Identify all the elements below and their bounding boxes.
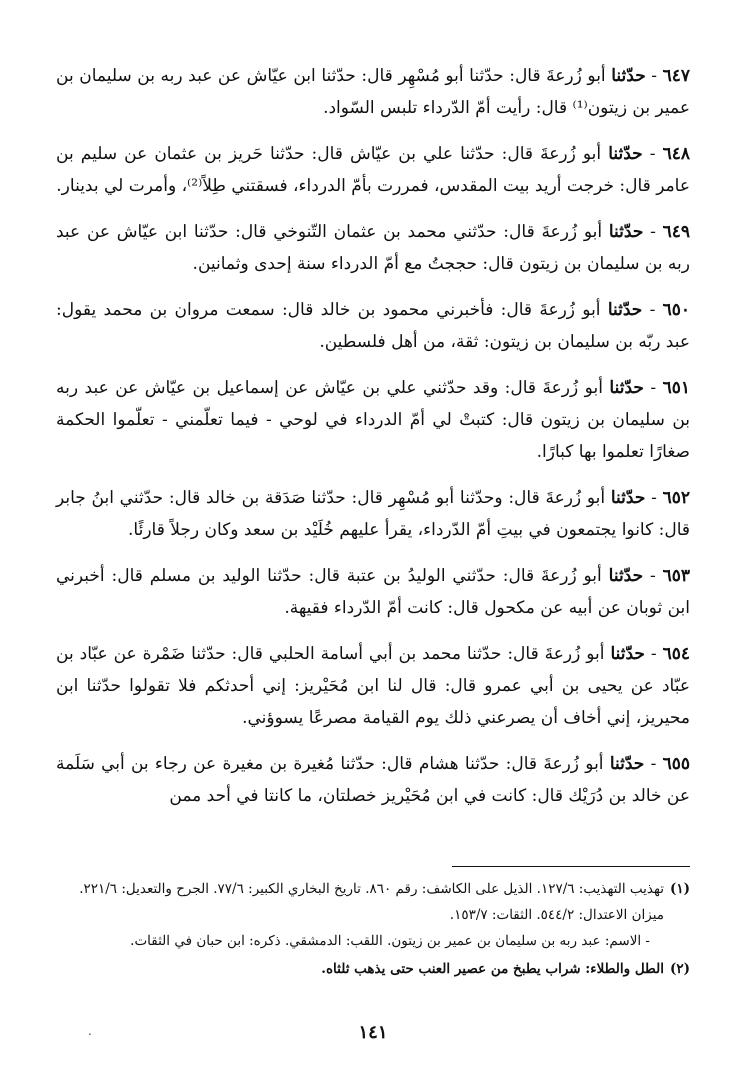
footnote-mark: (٢) (669, 961, 690, 977)
footnote-mark: (١) (669, 881, 690, 897)
hadith-number: ٦٥٥ (662, 754, 690, 774)
hadith-lead: حدّثنا (609, 378, 644, 398)
hadith-lead: حدّثنا (610, 488, 646, 508)
hadith-paragraph: ٦٥٤ - حدّثنا أبو زُرعةَ قال: حدّثنا محمد بن أبي أسامة الحلبي قال: حدّثنا ضَمْرة عن عبّاد بن عبّاد عن يحيى بن أبي عمرو قال: قال لنا ابن مُحَيْريز: إني أحدثكم فلا تقولوا حدّثنا ابن محيريز، إني أخاف أن يصرعني ذلك يوم القيامة مصرعًا يسوؤني. (56, 644, 690, 728)
footnote-item (56, 876, 690, 954)
hadith-text: أبو زُرعةَ قال: حدّثنا أبو مُسْهِر قال: حدّثنا ابن عيّاش عن عبد ربه بن سليمان بن عمير بن زيتون⁽¹⁾ قال: رأيت أمّ الدّرداء تلبس السّواد. (56, 66, 690, 118)
hadith-number: ٦٥٤ (662, 644, 690, 664)
hadith-text: أبو زُرعةَ قال: حدّثنا محمد بن أبي أسامة الحلبي قال: حدّثنا ضَمْرة عن عبّاد بن عبّاد عن يحيى بن أبي عمرو قال: قال لنا ابن مُحَيْريز: إني أحدثكم فلا تقولوا حدّثنا ابن محيريز، إني أخاف أن يصرعني ذلك يوم القيامة مصرعًا يسوؤني. (56, 644, 690, 728)
footnote-item (56, 956, 690, 982)
hadith-paragraph: ٦٥٥ - حدّثنا أبو زُرعةَ قال: حدّثنا هشام قال: حدّثنا مُغيرة بن مغيرة عن رجاء بن أبي سَلَمة عن خالد بن دُرَيْك قال: كانت في ابن مُحَيْريز خصلتان، ما كانتا في أحد ممن (56, 754, 690, 806)
hadith-lead: حدّثنا (608, 144, 643, 164)
footnote-line: - الاسم: عبد ربه بن سليمان بن عمير بن زيتون. اللقب: الدمشقي. ذكره: ابن حبان في الثقات. (130, 933, 650, 949)
hadith-text: أبو زُرعةَ قال: حدّثنا علي بن عيّاش قال: حدّثنا حَريز بن عثمان عن سليم بن عامر قال: خرجت أريد بيت المقدس، فمررت بأمّ الدرداء، فسقتني طِلاً⁽²⁾، وأمرت لي بدينار. (56, 144, 690, 196)
hadith-paragraph: ٦٤٧ - حدّثنا أبو زُرعةَ قال: حدّثنا أبو مُسْهِر قال: حدّثنا ابن عيّاش عن عبد ربه بن سليمان بن عمير بن زيتون⁽¹⁾ قال: رأيت أمّ الدّرداء تلبس السّواد. (56, 66, 691, 118)
hadith-text: أبو زُرعةَ قال: وحدّثنا أبو مُسْهِر قال: حدّثنا صَدَقة بن خالد قال: حدّثني ابنُ جابر قال: كانوا يجتمعون في بيتِ أمّ الدّرداء، يقرأ عليهم خُلَيْد بن سعد وكان رجلاً قارئًا. (56, 488, 690, 540)
footnote-text (56, 956, 664, 982)
hadith-lead: حدّثنا (608, 566, 644, 586)
footnote-divider (452, 866, 690, 867)
footnote-line: الطل والطلاء: شراب يطبخ من عصير العنب حتى يذهب ثلثاه. (321, 961, 664, 977)
hadith-text: أبو زُرعةَ قال: وقد حدّثني علي بن عيّاش عن إسماعيل بن عيّاش عن عبد ربه بن سليمان بن زيتون قال: كتبتْ لي أمّ الدرداء في لوحي - فيما تعلّمني - تعلّموا الحكمة صغارًا تعلموا بها كبارًا. (56, 378, 690, 462)
hadith-number: ٦٤٩ (662, 222, 690, 242)
hadith-number: ٦٥٠ (662, 300, 691, 320)
hadith-lead: حدّثنا (609, 754, 645, 774)
hadith-number: ٦٤٨ (662, 144, 691, 164)
hadith-lead: حدّثنا (608, 222, 644, 242)
footnotes (56, 876, 690, 984)
main-text (56, 60, 690, 826)
page-number: ١٤١ (358, 1022, 388, 1043)
hadith-number: ٦٥١ (662, 378, 690, 398)
hadith-number: ٦٥٣ (662, 566, 690, 586)
hadith-paragraph: ٦٤٩ - حدّثنا أبو زُرعةَ قال: حدّثني محمد بن عثمان التّنوخي قال: حدّثنا ابن عيّاش عن عبد ربه بن سليمان بن زيتون قال: حججتُ مع أمّ الدرداء سنة إحدى وثمانين. (56, 222, 690, 274)
stray-mark: . (88, 1024, 92, 1038)
hadith-number: ٦٥٢ (662, 488, 691, 508)
footnote-line: تهذيب التهذيب: ١٢٧/٦. الذيل على الكاشف: رقم ٨٦٠. تاريخ البخاري الكبير: ٧٧/٦. الجرح والتعديل: ٢٢١/٦. ميزان الاعتدال: ٥٤٤/٢. الثقات: ١٥٣/٧. (79, 881, 664, 923)
hadith-paragraph: ٦٥٢ - حدّثنا أبو زُرعةَ قال: وحدّثنا أبو مُسْهِر قال: حدّثنا صَدَقة بن خالد قال: حدّثني ابنُ جابر قال: كانوا يجتمعون في بيتِ أمّ الدّرداء، يقرأ عليهم خُلَيْد بن سعد وكان رجلاً قارئًا. (56, 488, 691, 540)
hadith-lead: حدّثنا (607, 300, 643, 320)
hadith-text: أبو زُرعةَ قال: حدّثنا هشام قال: حدّثنا مُغيرة بن مغيرة عن رجاء بن أبي سَلَمة عن خالد بن دُرَيْك قال: كانت في ابن مُحَيْريز خصلتان، ما كانتا في أحد ممن (56, 754, 690, 806)
hadith-paragraph: ٦٥١ - حدّثنا أبو زُرعةَ قال: وقد حدّثني علي بن عيّاش عن إسماعيل بن عيّاش عن عبد ربه بن سليمان بن زيتون قال: كتبتْ لي أمّ الدرداء في لوحي - فيما تعلّمني - تعلّموا الحكمة صغارًا تعلموا بها كبارًا. (56, 378, 690, 462)
hadith-paragraph: ٦٥٣ - حدّثنا أبو زُرعةَ قال: حدّثني الوليدُ بن عتبة قال: حدّثنا الوليد بن مسلم قال: أخبرني ابن ثوبان عن أبيه عن مكحول قال: كانت أمّ الدّرداء فقيهة. (56, 566, 690, 618)
hadith-number: ٦٤٧ (662, 66, 691, 86)
hadith-text: أبو زُرعةَ قال: فأخبرني محمود بن خالد قال: سمعت مروان بن محمد يقول: عبد ربّه بن سليمان بن زيتون: ثقة، من أهل فلسطين. (56, 300, 690, 352)
hadith-lead: حدّثنا (610, 644, 645, 664)
hadith-lead: حدّثنا (611, 66, 646, 86)
hadith-paragraph: ٦٤٨ - حدّثنا أبو زُرعةَ قال: حدّثنا علي بن عيّاش قال: حدّثنا حَريز بن عثمان عن سليم بن عامر قال: خرجت أريد بيت المقدس، فمررت بأمّ الدرداء، فسقتني طِلاً⁽²⁾، وأمرت لي بدينار. (56, 144, 691, 196)
hadith-paragraph: ٦٥٠ - حدّثنا أبو زُرعةَ قال: فأخبرني محمود بن خالد قال: سمعت مروان بن محمد يقول: عبد ربّه بن سليمان بن زيتون: ثقة، من أهل فلسطين. (56, 300, 691, 352)
hadith-text: أبو زُرعةَ قال: حدّثني الوليدُ بن عتبة قال: حدّثنا الوليد بن مسلم قال: أخبرني ابن ثوبان عن أبيه عن مكحول قال: كانت أمّ الدّرداء فقيهة. (56, 566, 690, 618)
hadith-text: أبو زُرعةَ قال: حدّثني محمد بن عثمان التّنوخي قال: حدّثنا ابن عيّاش عن عبد ربه بن سليمان بن زيتون قال: حججتُ مع أمّ الدرداء سنة إحدى وثمانين. (56, 222, 690, 274)
footnote-text (56, 876, 664, 954)
